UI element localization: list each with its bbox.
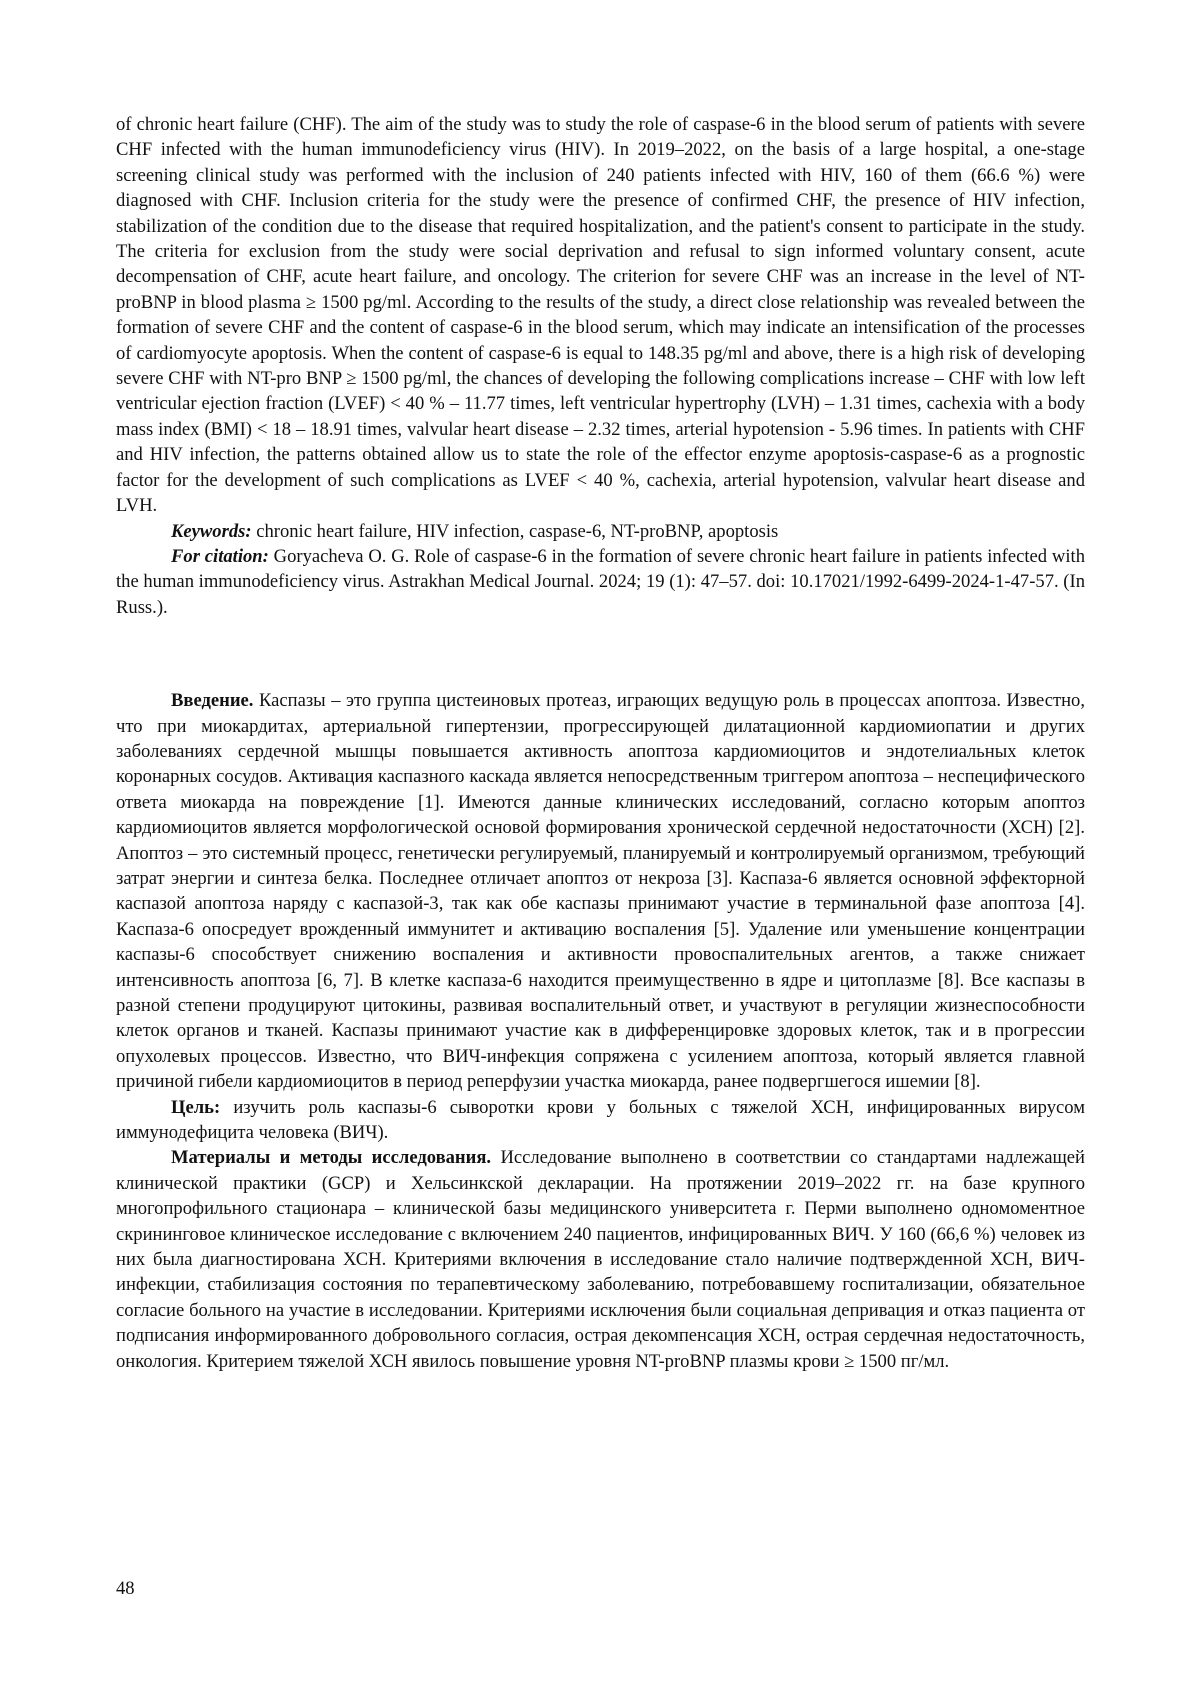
abstract-paragraph: of chronic heart failure (CHF). The aim of the study was to study the role of caspase-6 in the blood serum of patients with severe CHF infected with the human immunodeficiency virus (HIV). In 2019–2022, on the basis of a large hospital, a one-stage screening clinical study was performed with the inclusion of 240 patients infected with HIV, 160 of them (66.6 %) were diagnosed with CHF. Inclusion criteria for the study were the presence of confirmed CHF, the presence of HIV infection, stabilization of the condition due to the disease that required hospitalization, and the patient's consent to participate in the study. The criteria for exclusion from the study were social deprivation and refusal to sign informed voluntary consent, acute decompensation of CHF, acute heart failure, and oncology. The criterion for severe CHF was an increase in the level of NT-proBNP in blood plasma ≥ 1500 pg/ml. According to the results of the study, a direct close relationship was revealed between the formation of severe CHF and the content of caspase-6 in the blood serum, which may indicate an intensification of the processes of cardiomyocyte apoptosis. When the content of caspase-6 is equal to 148.35 pg/ml and above, there is a high risk of developing severe CHF with NT-pro BNP ≥ 1500 pg/ml, the chances of developing the following complications increase – CHF with low left ventricular ejection fraction (LVEF) < 40 % – 11.77 times, left ventricular hypertrophy (LVH) – 1.31 times, cachexia with a body mass index (BMI) < 18 – 18.91 times, valvular heart disease – 2.32 times, arterial hypotension - 5.96 times. In patients with CHF and HIV infection, the patterns obtained allow us to state the role of the effector enzyme apoptosis-caspase-6 as a prognostic factor for the development of such complications as LVEF < 40 %, cachexia, arterial hypotension, valvular heart disease and LVH. — [116, 114, 1085, 517]
aim-heading: Цель: — [171, 1096, 221, 1118]
introduction-paragraph — [116, 688, 1085, 1095]
keywords-paragraph — [116, 519, 1085, 544]
aim-text: изучить роль каспазы-6 сыворотки крови у больных с тяжелой ХСН, инфицированных вирусом иммунодефицита человека (ВИЧ). — [116, 1096, 1085, 1144]
keywords-text: chronic heart failure, HIV infection, caspase-6, NT-proBNP, apoptosis — [251, 520, 779, 542]
section-gap — [116, 620, 1085, 688]
page-number: 48 — [116, 1578, 135, 1599]
introduction-heading: Введение. — [171, 690, 254, 712]
methods-heading: Материалы и методы исследования. — [171, 1147, 492, 1169]
introduction-text: Каспазы – это группа цистеиновых протеаз, играющих ведущую роль в процессах апоптоза. Известно, что при миокардитах, артериальной гипертензии, прогрессирующей дилатационной кардиомиопатии и других заболеваниях сердечной мышцы повышается активность апоптоза кардиомиоцитов и эндотелиальных клеток коронарных сосудов. Активация каспазного каскада является непосредственным триггером апоптоза – неспецифического ответа миокарда на повреждение [1]. Имеются данные клинических исследований, согласно которым апоптоз кардиомиоцитов является морфологической основой формирования хронической сердечной недостаточности (ХСН) [2]. Апоптоз – это системный процесс, генетически регулируемый, планируемый и контролируемый организмом, требующий затрат энергии и синтеза белка. Последнее отличает апоптоз от некроза [3]. Каспаза-6 является основной эффекторной каспазой апоптоза наряду с каспазой-3, так как обе каспазы принимают участие в терминальной фазе апоптоза [4]. Каспаза-6 опосредует врожденный иммунитет и активацию воспаления [5]. Удаление или уменьшение концентрации каспазы-6 способствует снижению воспаления и активности провоспалительных агентов, а также снижает интенсивность апоптоза [6, 7]. В клетке каспаза-6 находится преимущественно в ядре и цитоплазме [8]. Все каспазы в разной степени продуцируют цитокины, развивая воспалительный ответ, и участвуют в регуляции жизнеспособности клеток органов и тканей. Каспазы принимают участие как в дифференцировке здоровых клеток, так и в прогрессии опухолевых процессов. Известно, что ВИЧ-инфекция сопряжена с усилением апоптоза, который является главной причиной гибели кардиомиоцитов в период реперфузии участка миокарда, ранее подвергшегося ишемии [8]. — [116, 690, 1085, 1093]
aim-paragraph — [116, 1095, 1085, 1146]
citation-paragraph — [116, 544, 1085, 620]
methods-paragraph — [116, 1145, 1085, 1374]
methods-text: Исследование выполнено в соответствии со стандартами надлежащей клинической практики (GCP) и Хельсинкской декларации. На протяжении 2019–2022 гг. на базе крупного многопрофильного стационара – клинической базы медицинского университета г. Перми выполнено одномоментное скрининговое клиническое исследование с включением 240 пациентов, инфицированных ВИЧ. У 160 (66,6 %) человек из них была диагностирована ХСН. Критериями включения в исследование стало наличие подтвержденной ХСН, ВИЧ-инфекции, стабилизация состояния по терапевтическому заболеванию, потребовавшему госпитализации, обязательное согласие больного на участие в исследовании. Критериями исключения были социальная депривация и отказ пациента от подписания информированного добровольного согласия, острая декомпенсация ХСН, острая сердечная недостаточность, онкология. Критерием тяжелой ХСН явилось повышение уровня NT-proBNP плазмы крови ≥ 1500 пг/мл. — [116, 1147, 1085, 1372]
text-column — [116, 112, 1085, 1374]
citation-label: For citation: — [171, 545, 269, 567]
keywords-label: Keywords: — [171, 520, 252, 542]
citation-text: Goryacheva O. G. Role of caspase-6 in the formation of severe chronic heart failure in patients infected with the human immunodeficiency virus. Astrakhan Medical Journal. 2024; 19 (1): 47–57. doi: 10.17021/1992-6499-2024-1-47-57. (In Russ.). — [116, 545, 1085, 618]
